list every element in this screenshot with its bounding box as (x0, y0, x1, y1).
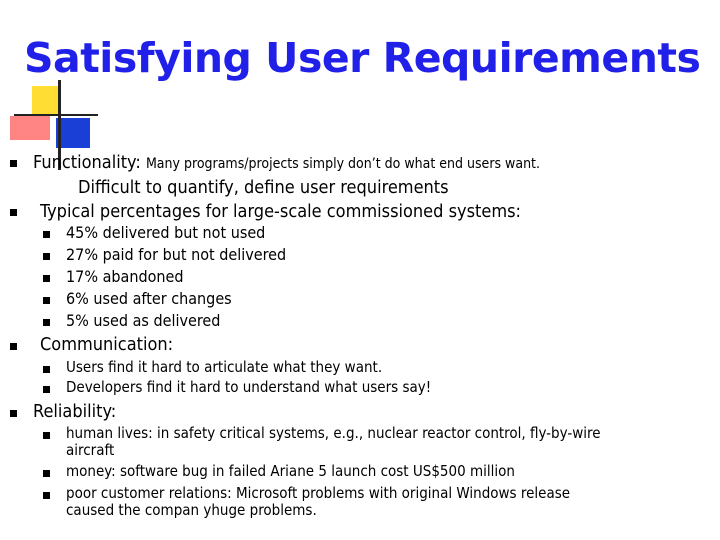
bullet-functionality (33, 152, 540, 173)
bullet-icon (43, 297, 50, 304)
bullet-icon (43, 366, 50, 373)
bullet-icon (43, 432, 50, 439)
functionality-label: Functionality: (33, 152, 141, 173)
bullet-communication: Communication: (40, 334, 174, 355)
reliability-item: poor customer relations: Microsoft problems with original Windows release (66, 484, 571, 502)
bullet-icon (43, 275, 50, 282)
communication-item: Users find it hard to articulate what they want. (66, 358, 383, 376)
reliability-item: human lives: in safety critical systems, e.g., nuclear reactor control, fly-by-wire (66, 424, 601, 442)
percentage-item: 27% paid for but not delivered (66, 245, 287, 264)
bullet-icon (43, 470, 50, 477)
bullet-icon (43, 253, 50, 260)
bullet-icon (43, 386, 50, 393)
percentage-item: 5% used as delivered (66, 311, 221, 330)
bullet-icon (10, 343, 17, 350)
functionality-continuation: Difficult to quantify, define user requirements (78, 177, 449, 198)
slide-title: Satisfying User Requirements (24, 34, 701, 82)
title-decoration-red-block (10, 116, 50, 140)
bullet-icon (10, 410, 17, 417)
title-decoration-yellow-block (32, 86, 58, 116)
bullet-icon (10, 209, 17, 216)
bullet-icon (43, 492, 50, 499)
functionality-note: Many programs/projects simply don’t do what end users want. (145, 156, 540, 172)
percentage-item: 17% abandoned (66, 267, 184, 286)
bullet-icon (43, 319, 50, 326)
bullet-icon (43, 231, 50, 238)
reliability-item-continuation: aircraft (66, 441, 115, 459)
title-decoration-horizontal-line (14, 114, 98, 116)
communication-item: Developers find it hard to understand what users say! (66, 378, 432, 396)
percentage-item: 45% delivered but not used (66, 223, 266, 242)
title-decoration-blue-block (56, 118, 90, 148)
reliability-item-continuation: caused the compan yhuge problems. (66, 501, 317, 519)
reliability-item: money: software bug in failed Ariane 5 launch cost US$500 million (66, 462, 515, 480)
bullet-typical-percentages: Typical percentages for large-scale commissioned systems: (40, 201, 522, 222)
bullet-reliability: Reliability: (33, 401, 117, 422)
percentage-item: 6% used after changes (66, 289, 232, 308)
bullet-icon (10, 160, 17, 167)
